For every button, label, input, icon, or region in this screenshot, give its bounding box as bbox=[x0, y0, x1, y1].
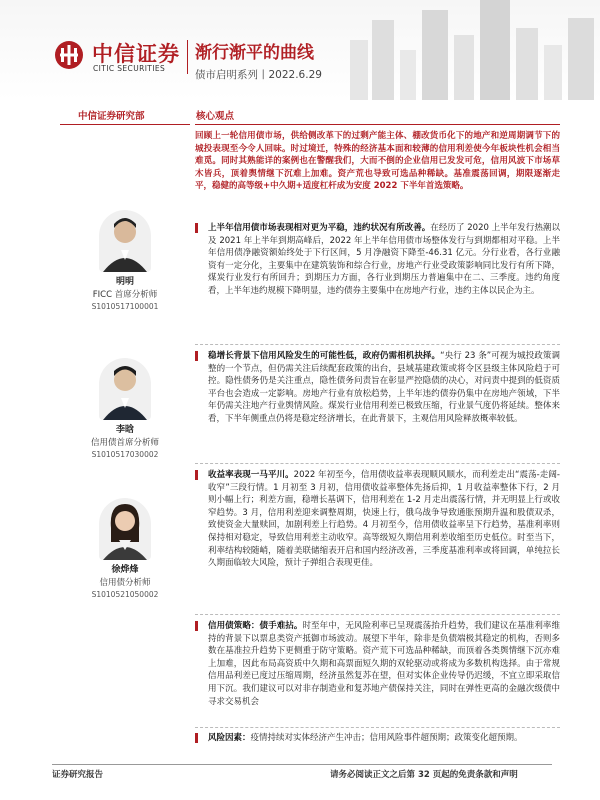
bullet-marker bbox=[195, 351, 198, 361]
bullet-lead: 稳增长背景下信用风险发生的可能性低，政府仍需相机抉择。 bbox=[208, 351, 441, 361]
citic-logo-icon bbox=[54, 40, 84, 70]
bullet-marker bbox=[195, 470, 198, 480]
section-divider bbox=[195, 344, 560, 345]
analyst-license-id: S1010517030002 bbox=[91, 450, 159, 459]
footer-rule bbox=[52, 764, 552, 765]
bullet-body: 在经历了 2020 上半年发行热潮以及 2021 年上半年到期高峰后，2022 年上半年信用债市场整体发行与到期都相对平稳。上半年信用债净融资额始终处于下行区间，5 月净融资下降至-46.31 亿元。分行业看，各行业融资有一定分化，主要集中在建筑装饰和综合行业，房地产行业受政策影响同比发行有所下降，煤炭行业发行有所回升；到期压力方面，各行业到期压力普遍集中在二、三季度。违约角度看，上半年违约规模下降明显，违约债券主要集中在房地产行业，违约主体以民企为主。 bbox=[208, 223, 560, 296]
analyst-title: FICC 首席分析师 bbox=[92, 290, 158, 300]
analyst-name: 李晗 bbox=[115, 425, 134, 435]
city-skyline-image bbox=[330, 0, 600, 100]
footer-disclaimer: 请务必阅读正文之后第 32 页起的免责条款和声明 bbox=[330, 770, 518, 780]
report-series-date: 债市启明系列丨2022.6.29 bbox=[195, 69, 322, 81]
analyst-title: 信用债分析师 bbox=[99, 578, 151, 588]
main-heading: 核心观点 bbox=[196, 111, 235, 122]
bullet-section bbox=[195, 350, 560, 426]
bullet-body: 2022 年初至今，信用债收益率表现顺风顺水，而利差走出“震荡-走阔-收窄”三段行情。1 月初至 3 月初，信用债收益率整体先扬后抑，1 月收益率整体下行，2 月则小幅上行；利差方面，稳增长基调下，信用利差在 1-2 月走出震荡行情，并无明显上行或收窄趋势。3 月，信用利差迎来调整周期，快速上行，俄乌战争导致通胀预期升温和股债双杀，致使资金大量赎回，加剧利差上行趋势。4 月初至今，信用债收益率呈下行趋势，基准利率则保持相对稳定，导致信用利差主动收窄。高等级短久期信用利差收缩至历史低位。时至当下，利率结构较随峭，随着美联储缩表开启和国内经济改善，三季度基准利率或将回调，单纯拉长久期面临较大风险，预计子弹组合表现更佳。 bbox=[208, 470, 560, 569]
bullet-section bbox=[195, 620, 560, 708]
main-heading-rule bbox=[195, 124, 560, 125]
bullet-body: 疫情持续对实体经济产生冲击；信用风险事件超预期；政策变化超预期。 bbox=[250, 733, 523, 743]
bullet-lead: 收益率表现一马平川。 bbox=[208, 470, 294, 480]
bullet-marker bbox=[195, 621, 198, 631]
footer-label: 证券研究报告 bbox=[52, 770, 104, 780]
bullet-section bbox=[195, 732, 560, 745]
sidebar-heading-rule bbox=[60, 124, 190, 125]
bullet-lead: 上半年信用债市场表现相对更为平稳，违约状况有所改善。 bbox=[208, 223, 431, 233]
analyst-photo bbox=[99, 210, 151, 272]
analyst-photo bbox=[99, 358, 151, 420]
bullet-lead: 信用债策略：债手难拈。 bbox=[208, 621, 303, 631]
analyst-photo bbox=[99, 498, 151, 560]
bullet-body: “央行 23 条”可视为城投政策调整的一个节点，但仍需关注后续配套政策的出台，县域基建政策或将令区县级主体风险趋于可控。隐性债务仍是关注重点，隐性债务问责旨在彰显严控隐债的决心，对问责中提到的低资质平台也会造成一定影响。房地产行业有放松趋势，上半年违约债券仍集中在房地产领域，下半年仍需关注地产行业舆情风险。煤炭行业信用利差已极致压缩，行业景气度仍将延续。整体来看，下半年侧重点仍将是稳定经济增长，在此背景下，主观信用风险释放概率较低。 bbox=[208, 351, 560, 424]
analyst-license-id: S1010517100001 bbox=[91, 302, 159, 311]
analyst-card bbox=[60, 358, 190, 460]
report-title: 渐行渐平的曲线 bbox=[195, 43, 314, 63]
analyst-title: 信用债首席分析师 bbox=[90, 438, 159, 448]
analyst-card bbox=[60, 210, 190, 312]
key-summary: 回顾上一轮信用债市场，供给侧改革下的过剩产能主体、棚改货币化下的地产和逆周期调节下的城投表现至今令人回味。时过境迁，特殊的经济基本面和较薄的信用利差使今年板块性机会相当难觅。同时其熟能详的案例也在警醒我们，大而不倒的企业信用已发发可危，信用风波下市场草木皆兵，顶着舆情继下沉难上加难。资产荒也导致可选品种稀缺。基准震荡回调，期限逐渐走平，稳健的高等级+中久期+适度杠杆成为安度 2022 下半年首选策略。 bbox=[195, 131, 560, 191]
analyst-license-id: S1010521050002 bbox=[91, 590, 159, 599]
analyst-card bbox=[60, 498, 190, 600]
analyst-name: 明明 bbox=[115, 277, 134, 287]
header-divider bbox=[187, 40, 188, 74]
brand-name: 中信证券 bbox=[92, 42, 180, 66]
bullet-section bbox=[195, 222, 560, 298]
bullet-section bbox=[195, 469, 560, 570]
analyst-name: 徐烨烽 bbox=[111, 565, 139, 575]
bullet-marker bbox=[195, 733, 198, 743]
bullet-body: 时至年中，无风险利率已呈现震荡抬升趋势，我们建议在基准利率维持的背景下以票息类资产抵御市场波动。展望下半年，除非是负债端极其稳定的机构，否则多数在基准拉升趋势下更侧重于防守策略。资产荒下可选品种稀缺，而顶着各类舆情继下沉亦难上加难，因此布局高资质中久期和高票面短久期的双轮驱动或将成为多数机构选择。由于常规信用品利差已度过压缩周期，经济虽然复苏在望，但对实体企业传导仍迟缓，不宜立即采取信用下沉。我们建议可以对非存制造业和复苏地产债保持关注，同时在弹性更高的金融次级债中寻求交易机会 bbox=[208, 621, 560, 707]
brand-name-en: CITIC SECURITIES bbox=[93, 64, 166, 73]
bullet-lead: 风险因素： bbox=[208, 733, 251, 743]
report-header bbox=[0, 0, 600, 100]
section-divider bbox=[195, 614, 560, 615]
section-divider bbox=[195, 463, 560, 464]
bullet-marker bbox=[195, 223, 198, 233]
section-divider bbox=[195, 727, 560, 728]
sidebar-heading: 中信证券研究部 bbox=[78, 111, 145, 122]
